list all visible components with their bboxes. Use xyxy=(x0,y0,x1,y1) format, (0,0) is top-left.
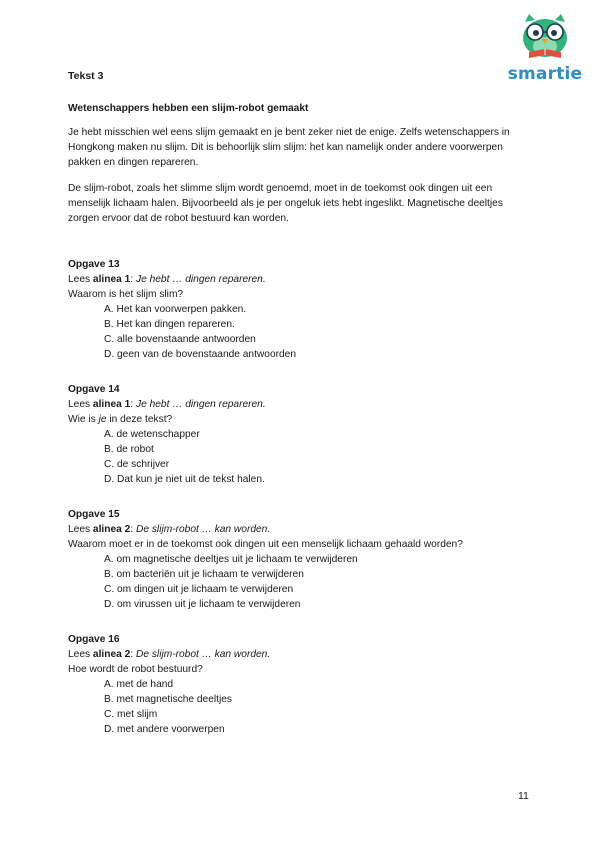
answer-options xyxy=(68,677,528,737)
opgave-13 xyxy=(68,257,528,362)
opgave-15 xyxy=(68,507,528,612)
opgave-title: Opgave 15 xyxy=(68,509,120,520)
answer-option-d: D. om virussen uit je lichaam te verwijderen xyxy=(104,599,301,610)
answer-option-a: A. om magnetische deeltjes uit je lichaam te verwijderen xyxy=(104,554,358,565)
tekst-title: Tekst 3 xyxy=(68,70,104,82)
answer-option-b: B. met magnetische deeltjes xyxy=(104,694,232,705)
answer-options xyxy=(68,302,528,362)
opgave-title: Opgave 13 xyxy=(68,259,120,270)
answer-option-a: A. Het kan voorwerpen pakken. xyxy=(104,304,247,315)
lees-instruction: Lees alinea 2: De slijm-robot … kan worden. xyxy=(68,649,271,660)
page-number: 11 xyxy=(518,790,529,802)
article-title: Wetenschappers hebben een slijm-robot gemaakt xyxy=(68,103,309,114)
answer-option-a: A. de wetenschapper xyxy=(104,429,200,440)
answer-option-c: C. met slijm xyxy=(104,709,158,720)
answer-option-c: C. om dingen uit je lichaam te verwijderen xyxy=(104,584,294,595)
answer-option-b: B. de robot xyxy=(104,444,154,455)
lees-instruction: Lees alinea 2: De slijm-robot … kan worden. xyxy=(68,524,271,535)
answer-option-a: A. met de hand xyxy=(104,679,174,690)
opgave-title: Opgave 14 xyxy=(68,384,120,395)
question-text: Waarom is het slijm slim? xyxy=(68,289,184,300)
content-area xyxy=(68,70,528,737)
lees-instruction: Lees alinea 1: Je hebt … dingen repareren. xyxy=(68,399,266,410)
answer-options xyxy=(68,552,528,612)
answer-option-d: D. met andere voorwerpen xyxy=(104,724,225,735)
question-text: Hoe wordt de robot bestuurd? xyxy=(68,664,203,675)
question-text: Wie is je in deze tekst? xyxy=(68,414,173,425)
paragraph-2: De slijm-robot, zoals het slimme slijm wordt genoemd, moet in de toekomst ook dingen uit een menselijk lichaam halen. Bijvoorbeeld als je per ongeluk iets hebt ingeslikt. Magnetische deeltjes zorgen ervoor dat de robot bestuurd kan worden. xyxy=(68,183,503,224)
paragraph-1: Je hebt misschien wel eens slijm gemaakt en je bent zeker niet de enige. Zelfs wetenschappers in Hongkong maken nu slijm. Dit is behoorlijk slim slijm: het kan namelijk onder andere voorwerpen pakken en dingen repareren. xyxy=(68,127,510,168)
answer-option-b: B. Het kan dingen repareren. xyxy=(104,319,235,330)
answer-option-d: D. geen van de bovenstaande antwoorden xyxy=(104,349,297,360)
logo-wordmark: smartie xyxy=(507,64,583,84)
answer-option-d: D. Dat kun je niet uit de tekst halen. xyxy=(104,474,265,485)
opgave-title: Opgave 16 xyxy=(68,634,120,645)
owl-icon xyxy=(515,14,575,58)
answer-options xyxy=(68,427,528,487)
opgave-16 xyxy=(68,632,528,737)
opgave-14 xyxy=(68,382,528,487)
answer-option-b: B. om bacteriën uit je lichaam te verwijderen xyxy=(104,569,304,580)
answer-option-c: C. alle bovenstaande antwoorden xyxy=(104,334,256,345)
answer-option-c: C. de schrijver xyxy=(104,459,170,470)
lees-instruction: Lees alinea 1: Je hebt … dingen repareren. xyxy=(68,274,266,285)
question-text: Waarom moet er in de toekomst ook dingen uit een menselijk lichaam gehaald worden? xyxy=(68,539,463,550)
